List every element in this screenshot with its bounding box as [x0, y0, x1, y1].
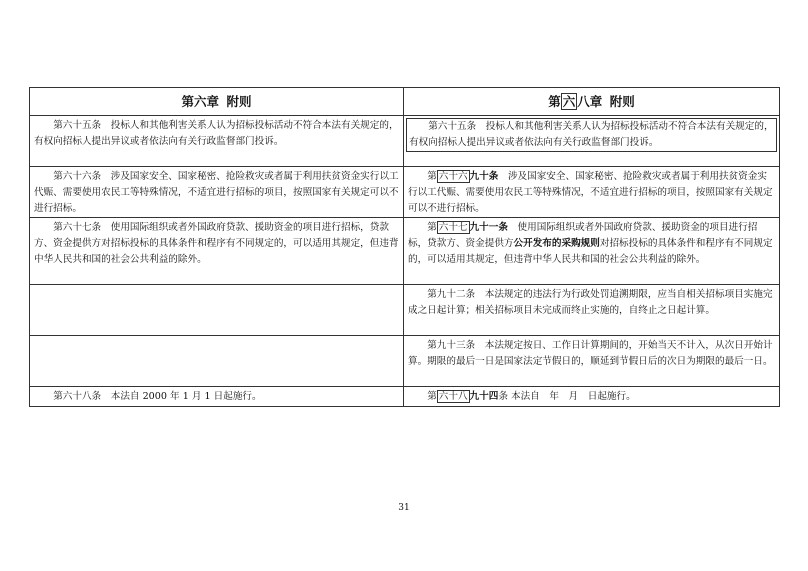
- left-chapter-title: 附则: [226, 93, 252, 109]
- right-chapter-suffix: 章: [589, 93, 603, 109]
- table-row: [30, 336, 780, 387]
- left-cell: 第六十六条 涉及国家安全、国家秘密、抢险救灾或者属于利用扶贫资金实行以工代赈、需要使用农民工等特殊情况，不适宜进行招标的项目，按照国家有关规定可以不进行招标。: [30, 167, 404, 218]
- left-cell-empty: [30, 336, 404, 387]
- deleted-text: 六十七: [438, 222, 468, 234]
- table-row: [30, 116, 780, 167]
- deleted-text: 六十八: [438, 391, 468, 403]
- table-row: [30, 167, 780, 218]
- inserted-text: 九十四: [469, 391, 499, 403]
- unchanged-framed-text: 第六十五条 投标人和其他利害关系人认为招标投标活动不符合本法有关规定的，有权向招标人提出异议或者依法向有关行政监督部门投诉。: [406, 118, 777, 152]
- deleted-text: 六十六: [438, 171, 468, 182]
- left-chapter-heading: [30, 88, 404, 116]
- right-cell: [404, 387, 780, 407]
- left-cell: 第六十五条 投标人和其他利害关系人认为招标投标活动不符合本法有关规定的，有权向招标人提出异议或者依法向有关行政监督部门投诉。: [30, 116, 404, 167]
- inserted-text: 九十一条: [469, 222, 508, 234]
- right-chapter-title: 附则: [609, 93, 635, 109]
- table-row: [30, 387, 780, 407]
- right-cell: 第 六十七 九十一条 使用国际组织或者外国政府贷款、援助资金的项目进行招标，贷款方、资金提供方公开发布的采购规则对招标投标的具体条件和程序有不同规定的，可以适用其规定，但违背中华人民共和国的社会公共利益的除外。: [404, 218, 780, 285]
- inserted-text: 九十条: [469, 171, 499, 182]
- comparison-table: [29, 87, 780, 407]
- header-row: [30, 88, 780, 116]
- article-text: 对招标投标的具体条件和程序有不同规定的，可以适用其规定，但违背中华人民共和国的社会公共利益的除外。: [408, 238, 773, 265]
- table-row: [30, 285, 780, 336]
- left-chapter: 第六章: [181, 93, 219, 109]
- article-text: 使用国际组织或者外国政府贷款、援助资金的项目进行招标，贷款方、资金提供方: [408, 222, 758, 250]
- inserted-text: 公开发布的采购规则: [513, 238, 600, 250]
- article-text: 条 本法自 年 月 日起施行。: [498, 391, 636, 403]
- page-number: 31: [398, 503, 410, 513]
- left-cell: 第六十七条 使用国际组织或者外国政府贷款、援助资金的项目进行招标，贷款方、资金提供方对招标投标的具体条件和程序有不同规定的，可以适用其规定，但违背中华人民共和国的社会公共利益的除外。: [30, 218, 404, 285]
- left-cell-empty: [30, 285, 404, 336]
- article-prefix: 第: [427, 391, 437, 403]
- right-cell-new-article: 第九十二条 本法规定的违法行为行政处罚追溯期限，应当自相关招标项目实施完成之日起计算；相关招标项目未完成而终止实施的，自终止之日起计算。: [404, 285, 780, 336]
- table-row: [30, 218, 780, 285]
- right-chapter-heading: [404, 88, 780, 116]
- right-cell: 第 六十六 九十条 涉及国家安全、国家秘密、抢险救灾或者属于利用扶贫资金实行以工代赈、需要使用农民工等特殊情况，不适宜进行招标的项目，按照国家有关规定可以不进行招标。: [404, 167, 780, 218]
- article-text: 涉及国家安全、国家秘密、抢险救灾或者属于利用扶贫资金实行以工代赈、需要使用农民工等特殊情况，不适宜进行招标的项目，按照国家有关规定可以不进行招标。: [408, 171, 773, 214]
- right-cell-new-article: 第九十三条 本法规定按日、工作日计算期间的，开始当天不计入，从次日开始计算。期限的最后一日是国家法定节假日的，顺延到节假日后的次日为期限的最后一日。: [404, 336, 780, 387]
- right-cell: [404, 116, 780, 167]
- left-cell: 第六十八条 本法自 2000 年 1 月 1 日起施行。: [30, 387, 404, 407]
- inserted-text: 八: [577, 93, 590, 109]
- deleted-text: 六: [562, 93, 576, 109]
- right-chapter-prefix: 第: [548, 93, 561, 109]
